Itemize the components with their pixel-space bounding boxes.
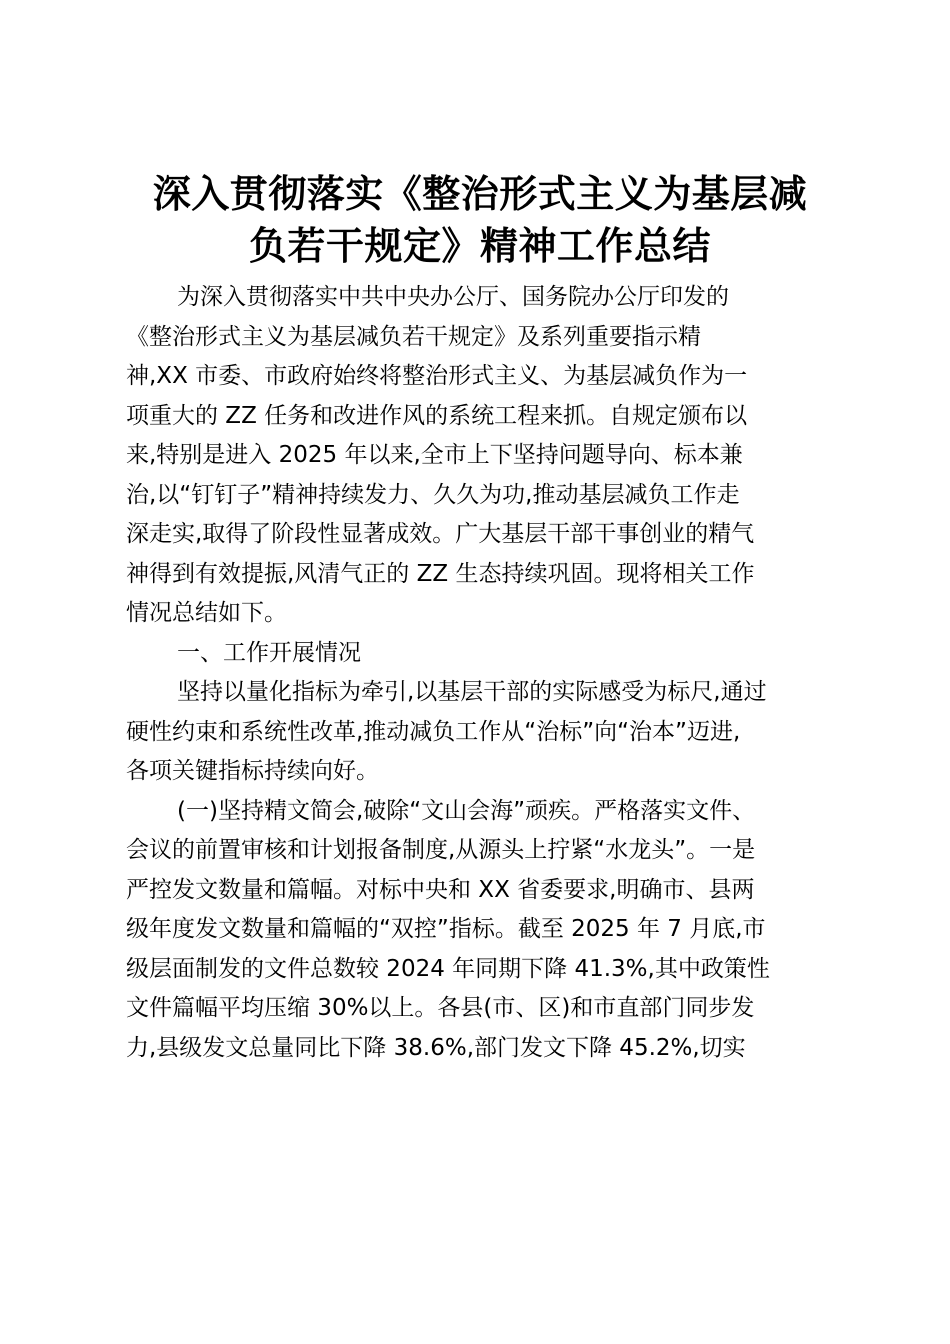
body-line: 来,特别是进入 2025 年以来,全市上下坚持问题导向、标本兼 <box>126 442 743 468</box>
document-title <box>110 168 850 272</box>
body-line: 神得到有效提振,风清气正的 ZZ 生态持续巩固。现将相关工作 <box>126 560 755 587</box>
body-line: 坚持以量化指标为牵引,以基层干部的实际感受为标尺,通过 <box>177 679 767 705</box>
body-line: 各项关键指标持续向好。 <box>126 758 379 784</box>
body-line: 情况总结如下。 <box>126 600 287 626</box>
body-line: 文件篇幅平均压缩 30%以上。各县(市、区)和市直部门同步发 <box>126 995 755 1021</box>
body-line: (一)坚持精文简会,破除“文山会海”顽疾。严格落实文件、 <box>177 797 756 824</box>
body-line: 严控发文数量和篇幅。对标中央和 XX 省委要求,明确市、县两 <box>126 876 755 903</box>
body-line: 硬性约束和系统性改革,推动减负工作从“治标”向“治本”迈进, <box>126 718 741 745</box>
document-body <box>126 278 846 1068</box>
body-line: 力,县级发文总量同比下降 38.6%,部门发文下降 45.2%,切实 <box>126 1034 746 1061</box>
body-line: 为深入贯彻落实中共中央办公厅、国务院办公厅印发的 <box>177 284 729 310</box>
body-line: 一、工作开展情况 <box>177 639 361 666</box>
body-line: 级层面制发的文件总数较 2024 年同期下降 41.3%,其中政策性 <box>126 955 770 982</box>
title-line-1: 深入贯彻落实《整治形式主义为基层减 <box>152 172 808 216</box>
body-line: 神,XX 市委、市政府始终将整治形式主义、为基层减负作为一 <box>126 363 748 389</box>
body-line: 会议的前置审核和计划报备制度,从源头上拧紧“水龙头”。一是 <box>126 837 756 863</box>
body-line: 《整治形式主义为基层减负若干规定》及系列重要指示精 <box>126 323 701 350</box>
body-line: 级年度发文数量和篇幅的“双控”指标。截至 2025 年 7 月底,市 <box>126 916 766 942</box>
body-line: 项重大的 ZZ 任务和改进作风的系统工程来抓。自规定颁布以 <box>126 402 748 429</box>
title-line-2: 负若干规定》精神工作总结 <box>248 224 711 268</box>
body-line: 治,以“钉钉子”精神持续发力、久久为功,推动基层减负工作走 <box>126 481 740 508</box>
body-line: 深走实,取得了阶段性显著成效。广大基层干部干事创业的精气 <box>126 521 755 547</box>
